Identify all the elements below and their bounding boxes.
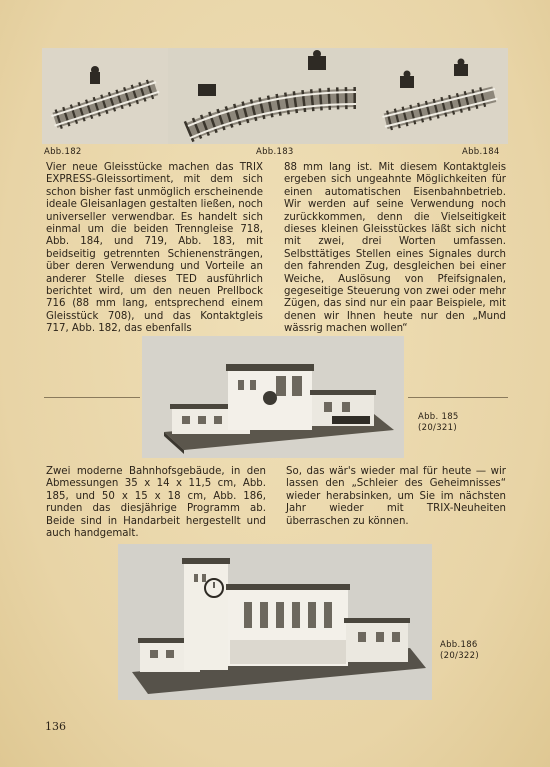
text-column-left-1 bbox=[46, 162, 263, 336]
caption-abb184: Abb.184 bbox=[462, 147, 500, 157]
caption-abb183: Abb.183 bbox=[256, 147, 294, 157]
photo-abb185-station-building bbox=[142, 336, 404, 458]
divider-left bbox=[44, 397, 140, 398]
station-model-image bbox=[142, 336, 404, 458]
photo-abb182-contact-track bbox=[42, 48, 168, 144]
caption-abb186-line1: Abb.186 bbox=[440, 640, 478, 650]
caption-abb182: Abb.182 bbox=[44, 147, 82, 157]
text-column-right-1 bbox=[284, 162, 506, 336]
track-piece-image bbox=[168, 48, 370, 144]
text-column-left-2 bbox=[46, 466, 266, 540]
paragraph-station-buildings: Zwei moderne Bahnhofsgebäude, in den Abmessungen 35 x 14 x 11,5 cm, Abb. 185, und 50 x 15 x 18 cm, Abb. 186, runden das diesjährige Programm ab. Beide sind in Handarbeit hergestellt und auch handgemalt. bbox=[46, 466, 266, 540]
photo-abb183-isolating-track bbox=[168, 48, 370, 144]
caption-abb185-line1: Abb. 185 bbox=[418, 412, 459, 422]
text-column-right-2 bbox=[286, 466, 506, 528]
paragraph-closing: So, das wär's wieder mal für heute — wir lassen den „Schleier des Geheimnisses“ wieder herabsinken, um Sie im nächsten Jahr wieder mit TRIX-Neuheiten überraschen zu können. bbox=[286, 466, 506, 527]
divider-right bbox=[408, 397, 508, 398]
photo-abb184-isolating-track bbox=[370, 48, 508, 144]
caption-abb185-line2: (20/321) bbox=[418, 423, 457, 433]
station-model-image bbox=[118, 544, 432, 700]
track-piece-image bbox=[42, 48, 168, 144]
photo-abb186-station-building bbox=[118, 544, 432, 700]
caption-abb186-line2: (20/322) bbox=[440, 651, 479, 661]
paragraph-contact-track: 88 mm lang ist. Mit diesem Kontaktgleis ergeben sich ungeahnte Möglichkeiten für einen automatischen Eisenbahnbetrieb. Wir werden auf seine Verwendung noch zurückkommen, denn die Vielseitigkeit dieses kleinen Gleisstückes läßt sich nicht mit zwei, drei Worten umfassen. Selbsttätiges Stellen eines Signales durch den fahrenden Zug, desgleichen bei einer Weiche, Auslösung von Pfeifsignalen, gegeseitige Steuerung von zwei oder mehr Zügen, das sind nur ein paar Beispiele, mit denen wir Ihnen heute nur den „Mund wässrig machen wollen“ bbox=[284, 162, 506, 335]
page-number: 136 bbox=[45, 720, 66, 733]
paragraph-track-pieces: Vier neue Gleisstücke machen das TRIX EXPRESS-Gleissortiment, mit dem sich schon bisher fast unmöglich erscheinende ideale Gleisanlagen gestalten ließen, noch universeller verwendbar. Es handelt sich einmal um die beiden Trenngleise 718, Abb. 184, und 719, Abb. 183, mit beidseitig getrennten Schienensträngen, über deren Verwendung und Vorteile an anderer Stelle dieses TED ausführlich berichtet wird, um den neuen Prellbock 716 (88 mm lang, entsprechend einem Gleisstück 708), und das Kontaktgleis 717, Abb. 182, das ebenfalls bbox=[46, 162, 263, 335]
track-piece-image bbox=[370, 48, 508, 144]
